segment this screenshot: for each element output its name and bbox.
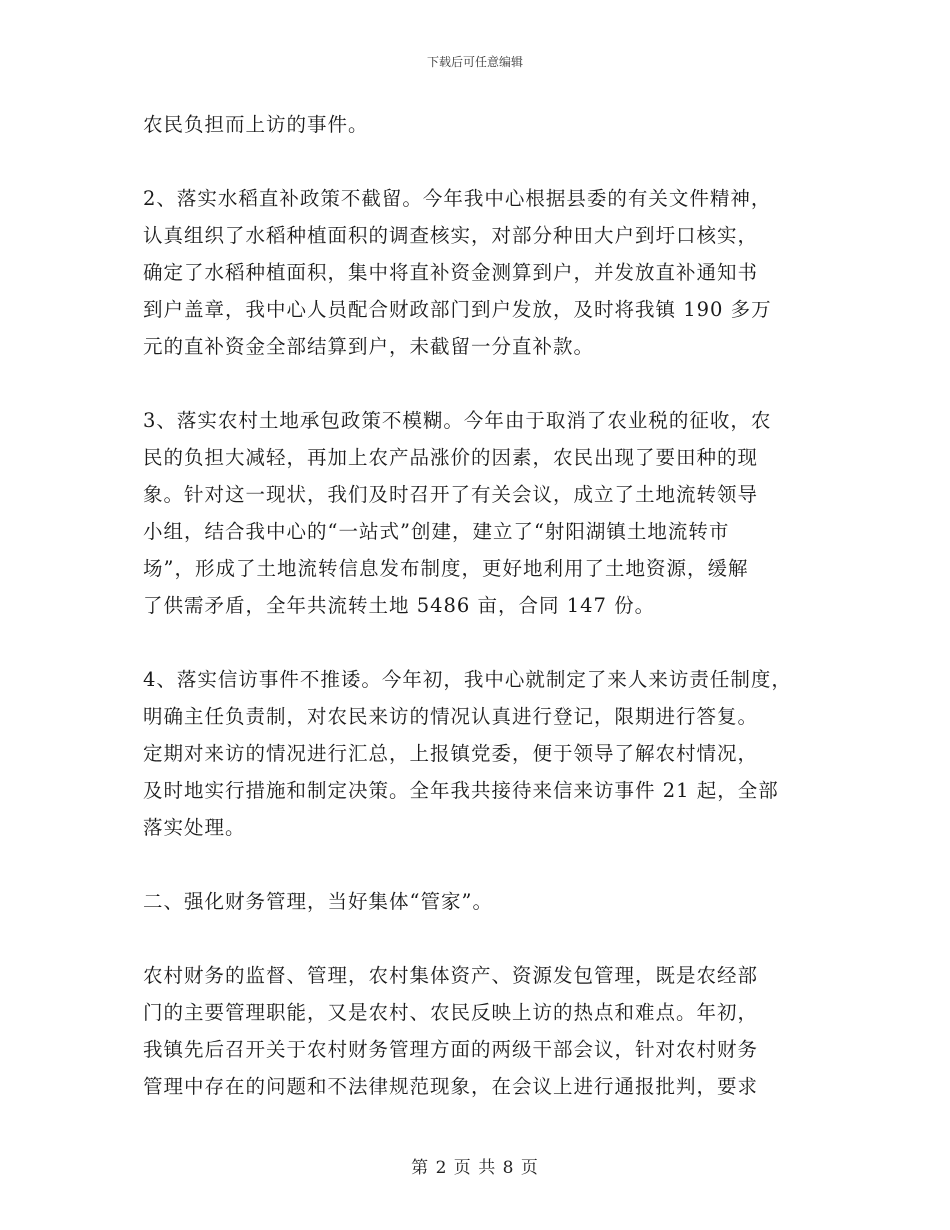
paragraph-gap xyxy=(143,846,813,883)
paragraph-gap xyxy=(143,624,813,661)
text-line: 象。针对这一现状，我们及时召开了有关会议，成立了土地流转领导 xyxy=(143,483,759,506)
text-line: 了供需矛盾，全年共流转土地 5486 亩，合同 147 份。 xyxy=(143,594,656,617)
text-line: 及时地实行措施和制定决策。全年我共接待来信来访事件 21 起，全部 xyxy=(143,779,779,802)
text-line: 场”，形成了土地流转信息发布制度，更好地利用了土地资源，缓解 xyxy=(143,557,749,580)
text-line: 落实处理。 xyxy=(143,816,246,839)
text-line: 管理中存在的问题和不法律规范现象，在会议上进行通报批判，要求 xyxy=(143,1075,759,1098)
paragraph-item-4 xyxy=(143,661,813,846)
text-line: 小组，结合我中心的“一站式”创建，建立了“射阳湖镇土地流转市 xyxy=(143,520,730,543)
section-heading: 二、强化财务管理，当好集体“管家”。 xyxy=(143,890,493,913)
text-line: 定期对来访的情况进行汇总，上报镇党委，便于领导了解农村情况， xyxy=(143,742,759,765)
text-line: 到户盖章，我中心人员配合财政部门到户发放，及时将我镇 190 多万 xyxy=(143,298,772,321)
text-line: 农民负担而上访的事件。 xyxy=(143,113,369,136)
text-line: 确定了水稻种植面积，集中将直补资金测算到户，并发放直补通知书 xyxy=(143,261,759,284)
section-heading-two xyxy=(143,883,813,920)
paragraph-gap xyxy=(143,143,813,180)
text-line: 门的主要管理职能，又是农村、农民反映上访的热点和难点。年初， xyxy=(143,1001,759,1024)
paragraph-finance xyxy=(143,957,813,1105)
paragraph-gap xyxy=(143,365,813,402)
paragraph-continuation xyxy=(143,106,813,143)
page-header-note: 下载后可任意编辑 xyxy=(426,55,523,69)
text-line: 元的直补资金全部结算到户，未截留一分直补款。 xyxy=(143,335,595,358)
document-body xyxy=(143,106,813,1105)
text-line: 农村财务的监督、管理，农村集体资产、资源发包管理，既是农经部 xyxy=(143,964,759,987)
text-line: 2、落实水稻直补政策不截留。今年我中心根据县委的有关文件精神， xyxy=(143,187,772,210)
paragraph-gap xyxy=(143,920,813,957)
text-line: 明确主任负责制，对农民来访的情况认真进行登记，限期进行答复。 xyxy=(143,705,759,728)
paragraph-item-3 xyxy=(143,402,813,624)
page-number-footer: 第 2 页 共 8 页 xyxy=(411,1158,539,1178)
text-line: 民的负担大减轻，再加上农产品涨价的因素，农民出现了要田种的现 xyxy=(143,446,759,469)
text-line: 我镇先后召开关于农村财务管理方面的两级干部会议，针对农村财务 xyxy=(143,1038,759,1061)
paragraph-item-2 xyxy=(143,180,813,365)
text-line: 4、落实信访事件不推诿。今年初，我中心就制定了来人来访责任制度， xyxy=(143,668,792,691)
text-line: 3、落实农村土地承包政策不模糊。今年由于取消了农业税的征收，农 xyxy=(143,409,772,432)
text-line: 认真组织了水稻种植面积的调查核实，对部分种田大户到圩口核实， xyxy=(143,224,759,247)
